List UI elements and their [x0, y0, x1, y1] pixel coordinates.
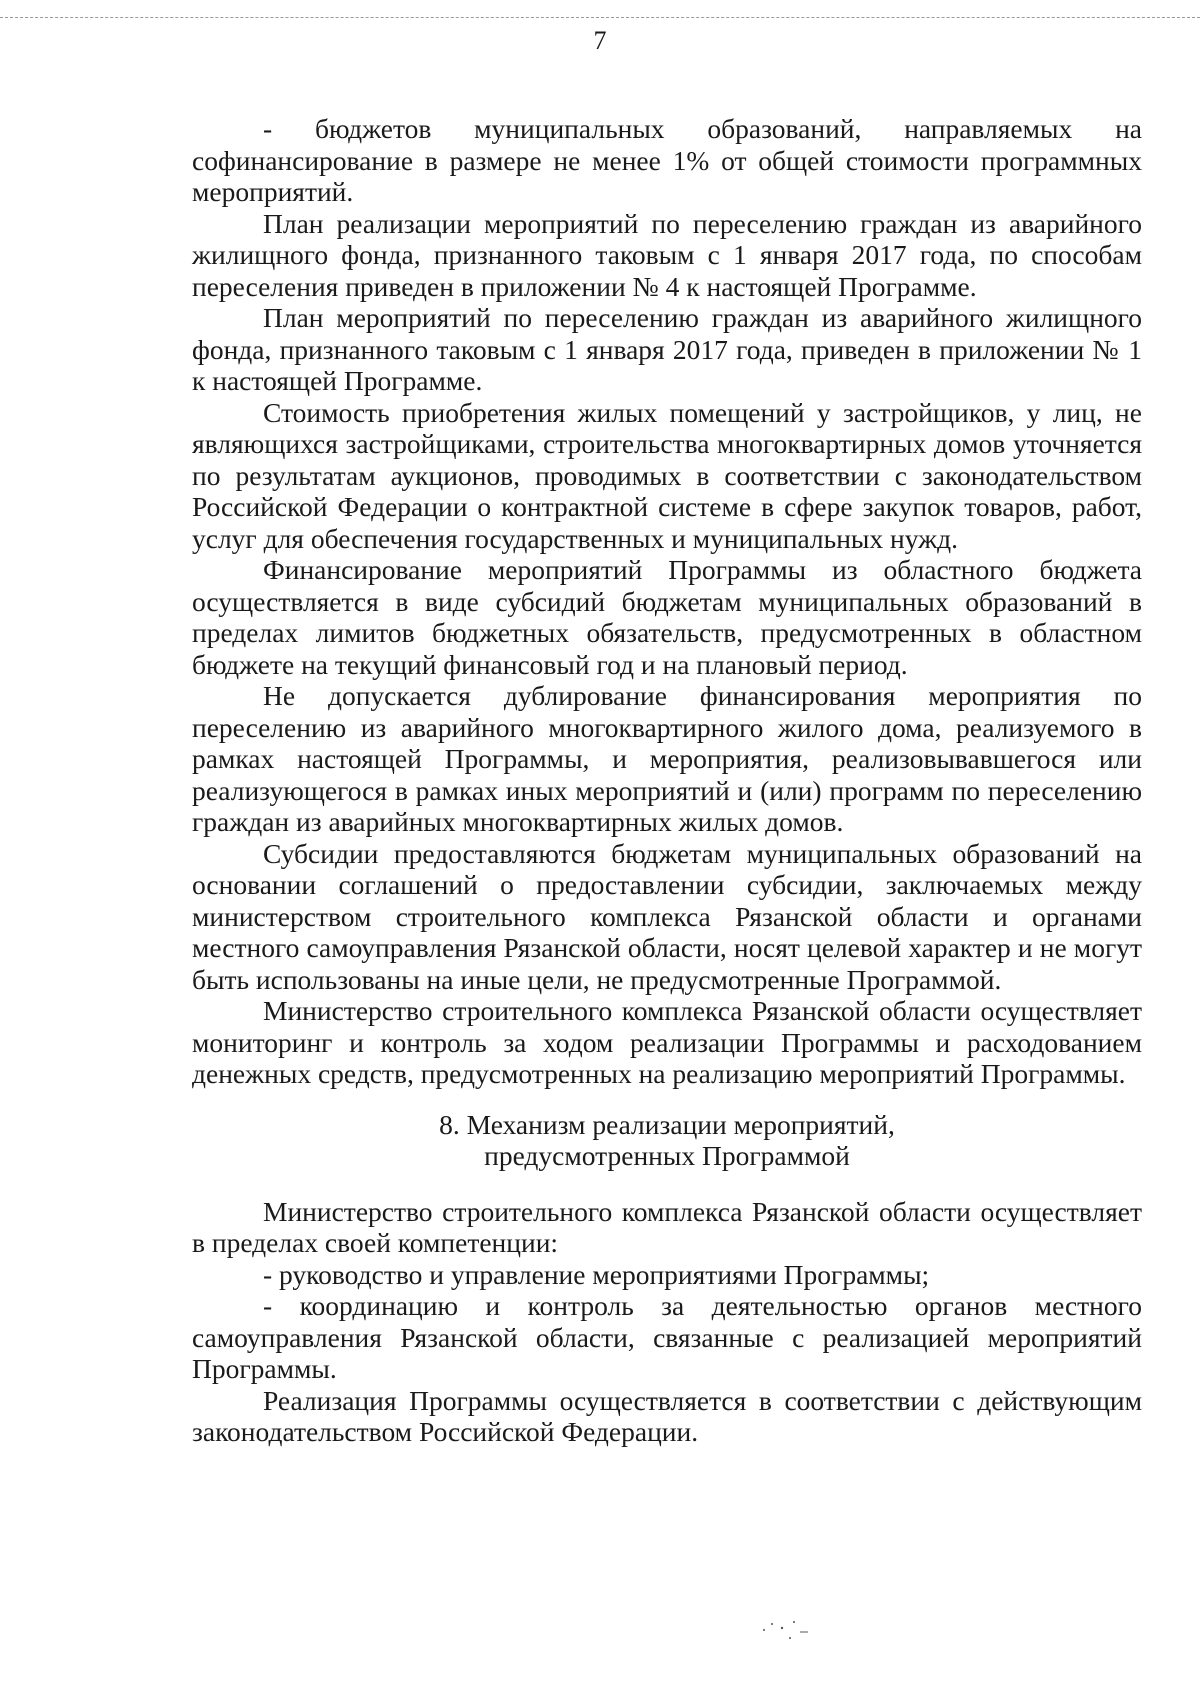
paragraph: Субсидии предоставляются бюджетам муниципальных образований на основании соглашений о предоставлении субсидии, заключаемых между министерством строительного комплекса Рязанской области и органами местного самоуправления Рязанской области, носят целевой характер и не могут быть использованы на иные цели, не предусмотренные Программой. — [192, 837, 1142, 995]
list-item: - руководство и управление мероприятиями Программы; — [263, 1258, 930, 1290]
paragraph: - бюджетов муниципальных образований, направляемых на софинансирование в размере не менее 1% от общей стоимости программных мероприятий. — [192, 113, 1142, 207]
document-body — [192, 113, 1142, 1448]
scan-specks — [760, 1610, 820, 1640]
section-heading-line: 8. Механизм реализации мероприятий, — [439, 1108, 895, 1140]
paragraph: Реализация Программы осуществляется в соответствии с действующим законодательством Российской Федерации. — [192, 1384, 1142, 1447]
paragraph: Не допускается дублирование финансирования мероприятия по переселению из аварийного многоквартирного жилого дома, реализуемого в рамках настоящей Программы, и мероприятия, реализовывавшегося или реализующегося в рамках иных мероприятий и (или) программ по переселению граждан из аварийных многоквартирных жилых домов. — [192, 680, 1142, 837]
paragraph: Финансирование мероприятий Программы из областного бюджета осуществляется в виде субсидий бюджетам муниципальных образований в пределах лимитов бюджетных обязательств, предусмотренных в областном бюджете на текущий финансовый год и на плановый период. — [192, 554, 1142, 680]
scan-top-border — [0, 17, 1200, 18]
page-number: 7 — [593, 26, 607, 55]
paragraph: План реализации мероприятий по переселению граждан из аварийного жилищного фонда, признанного таковым с 1 января 2017 года, по способам переселения приведен в приложении № 4 к настоящей Программе. — [192, 207, 1142, 302]
paragraph: Стоимость приобретения жилых помещений у застройщиков, у лиц, не являющихся застройщиками, строительства многоквартирных домов уточняется по результатам аукционов, проводимых в соответствии с законодательством Российской Федерации о контрактной системе в сфере закупок товаров, работ, услуг для обеспечения государственных и муниципальных нужд. — [192, 396, 1142, 554]
section-heading-line: предусмотренных Программой — [484, 1140, 850, 1171]
paragraph: Министерство строительного комплекса Рязанской области осуществляет в пределах своей компетенции: — [192, 1195, 1142, 1258]
section-heading — [192, 1109, 1142, 1172]
paragraph: План мероприятий по переселению граждан из аварийного жилищного фонда, признанного таковым с 1 января 2017 года, приведен в приложении № 1 к настоящей Программе. — [192, 302, 1142, 396]
paragraph: Министерство строительного комплекса Рязанской области осуществляет мониторинг и контроль за ходом реализации Программы и расходованием денежных средств, предусмотренных на реализацию мероприятий Программы. — [192, 995, 1142, 1089]
list-item: - координацию и контроль за деятельностью органов местного самоуправления Рязанской области, связанные с реализацией мероприятий Программы. — [192, 1290, 1142, 1384]
